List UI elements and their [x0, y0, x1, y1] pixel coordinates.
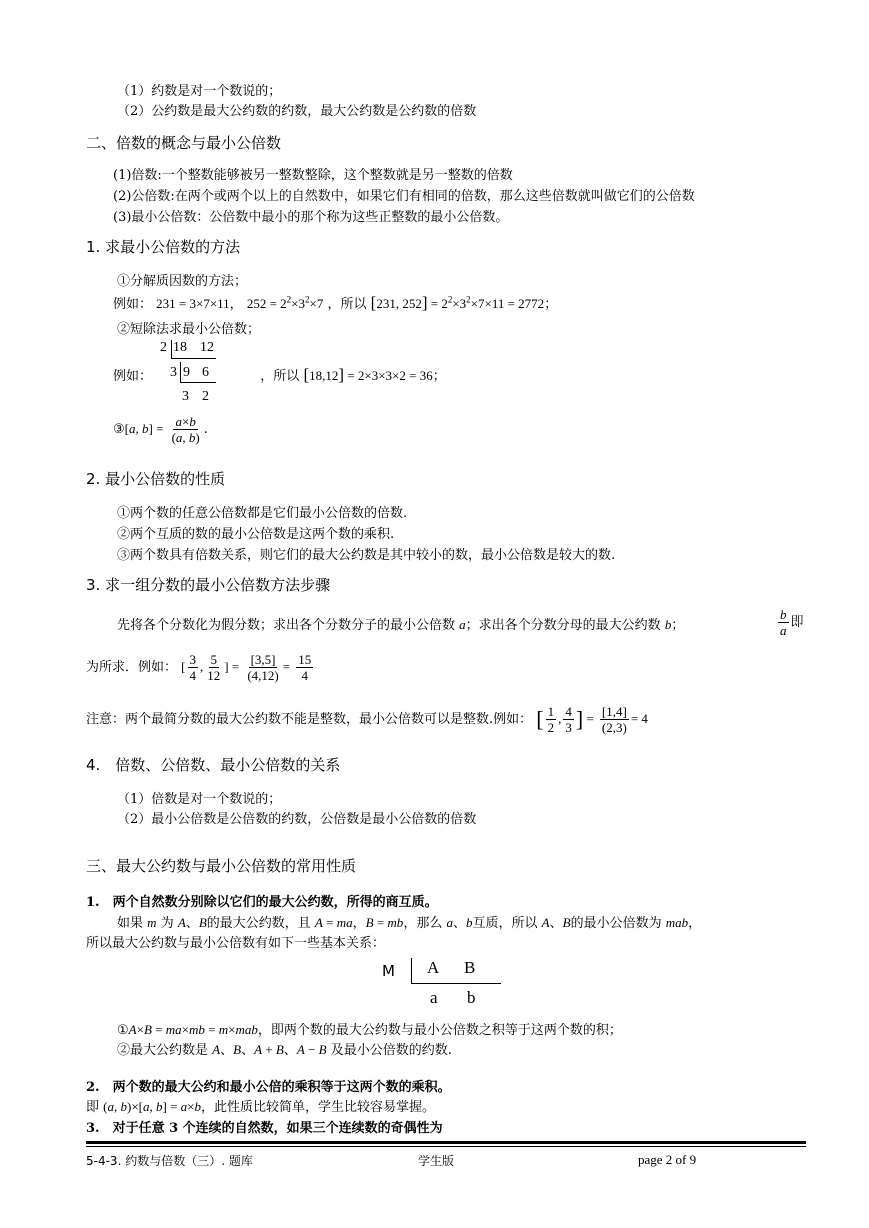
property-3: ③两个数具有倍数关系，则它们的最大公约数是其中较小的数，最小公倍数是较大的数.: [117, 548, 616, 563]
fraction-step-text: 先将各个分数化为假分数；求出各个分数分子的最小公倍数 a；求出各个分数分母的最大公约数 b；: [117, 617, 685, 633]
subsection-3-title: 3. 求一组分数的最小公倍数方法步骤: [86, 576, 331, 594]
footer-rule-thick: [86, 1141, 806, 1144]
footer-page-number: page 2 of 9: [638, 1152, 697, 1167]
section-title-3: 三、最大公约数与最小公倍数的常用性质: [86, 857, 357, 875]
relation-1: （1）倍数是对一个数说的；: [117, 792, 282, 807]
relation-2: （2）最小公倍数是公倍数的约数，公倍数是最小公倍数的倍数: [117, 812, 477, 827]
theorem-2-text: 即 (a, b)×[a, b] = a×b，此性质比较简单，学生比较容易掌握。: [86, 1099, 436, 1115]
theorem-3: 3. 对于任意 3 个连续的自然数，如果三个连续数的奇偶性为: [86, 1121, 443, 1136]
method-3-formula: ③[a, b] = $\frac{a\times b}{(a, b)}$ .: [113, 414, 208, 445]
fraction-example: 为所求．例如： [ $\frac{3}{4}$ , $\frac{5}{12}$ ] = $\frac{[3,5]}{(4,12)}$ = $\frac{15}{4}$: [86, 652, 312, 683]
note-line: 注意：两个最简分数的最大公约数不能是整数，最小公倍数可以是整数.例如： [ $\frac{1}{2}$ , $\frac{4}{3}$ ] = $\frac{[1,4]}{(2,3)}$ = 4: [86, 704, 648, 735]
subsection-1-title: 1. 求最小公倍数的方法: [86, 238, 241, 256]
method-1: ①分解质因数的方法；: [117, 274, 248, 289]
definition-2: (2)公倍数:在两个或两个以上的自然数中，如果它们有相同的倍数，那么这些倍数就叫做它们的公倍数: [113, 189, 695, 204]
example-1: 例如： 231 = 3×7×11， $252 = 2^2\times 3^2\times 7$ ，所以 [231, $252] = 2^2\times 3^2\times 7\times 11 = 2772$；: [113, 293, 558, 312]
section-title-2: 二、倍数的概念与最小公倍数: [86, 134, 282, 152]
footer-center: 学生版: [418, 1154, 455, 1168]
relation-q2: ②最大公约数是 A、B、A + B、A − B 及最小公倍数的约数.: [117, 1042, 452, 1058]
theorem-1-text: 如果 m 为 A、B的最大公约数，且 A = ma，B = mb，那么 a、b互质，所以 A、B的最小公倍数为 mab，: [117, 915, 702, 931]
fraction-b-over-a: $\frac{b}{a}$ 即: [780, 607, 804, 638]
method-2: ②短除法求最小公倍数；: [117, 322, 261, 337]
theorem-2: 2. 两个数的最大公约和最小公倍的乘积等于这两个数的乘积。: [86, 1080, 451, 1095]
property-1: ①两个数的任意公倍数都是它们最小公倍数的倍数.: [117, 506, 408, 521]
theorem-1: 1. 两个自然数分别除以它们的最大公约数，所得的商互质。: [86, 895, 438, 910]
property-2: ②两个互质的数的最小公倍数是这两个数的乘积.: [117, 527, 395, 542]
definition-1: (1)倍数:一个整数能够被另一整数整除，这个整数就是另一整数的倍数: [113, 168, 513, 183]
theorem-1-text-2: 所以最大公约数与最小公倍数有如下一些基本关系：: [86, 936, 386, 951]
definition-3: (3)最小公倍数：公倍数中最小的那个称为这些正整数的最小公倍数。: [113, 210, 509, 225]
relation-q1: ①A×B = ma×mb = m×mab，即两个数的最大公约数与最小公倍数之积等于这两个数的积；: [117, 1022, 622, 1038]
footer-left: 5-4-3. 约数与倍数（三）. 题库: [86, 1154, 253, 1168]
short-division: 2 18 12 3 9 6 3 2: [160, 340, 214, 404]
example-2: 例如： ，所以 [18,12] = 2×3×3×2 = 36；: [113, 365, 446, 384]
subsection-4-title: 4. 倍数、公倍数、最小公倍数的关系: [86, 756, 341, 774]
gcd-diagram: M A B a b: [382, 958, 502, 1012]
subsection-2-title: 2. 最小公倍数的性质: [86, 470, 226, 488]
footer-rule-thin: [86, 1146, 806, 1147]
note-line-1: （1）约数是对一个数说的；: [117, 84, 282, 99]
note-line-2: （2）公约数是最大公约数的约数，最大公约数是公约数的倍数: [117, 104, 477, 119]
